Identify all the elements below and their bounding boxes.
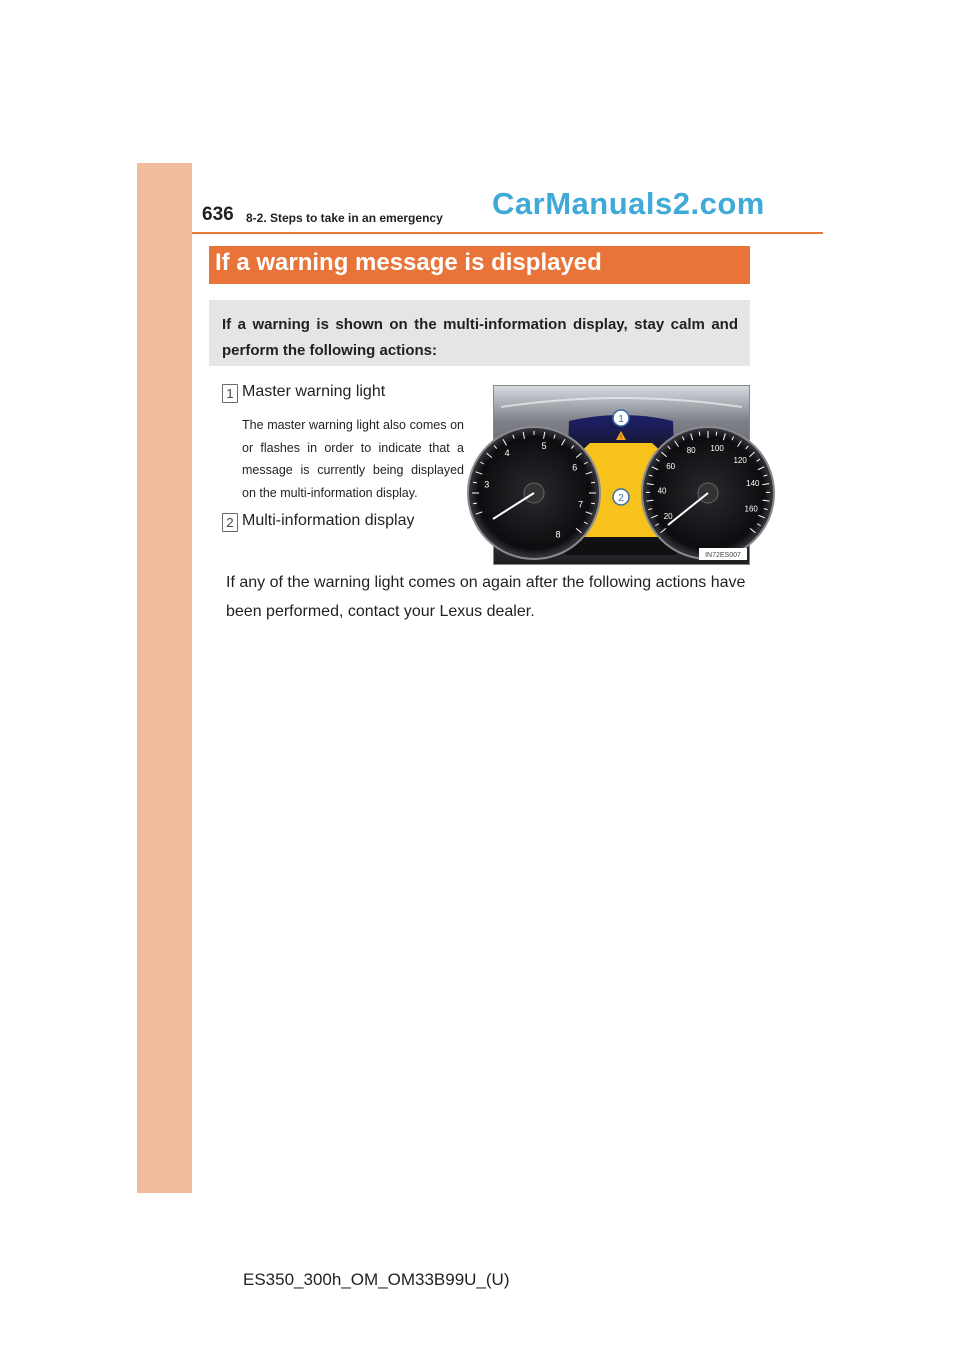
watermark: CarManuals2.com [492, 186, 765, 221]
gauge-number: 3 [484, 479, 490, 490]
svg-text:2: 2 [618, 493, 624, 504]
svg-text:1: 1 [618, 414, 624, 425]
tachometer-gauge [468, 427, 600, 559]
gauge-number: 7 [578, 499, 584, 510]
item-label-master-warning-light: Master warning light [242, 383, 386, 400]
gauge-tick [699, 432, 700, 436]
gauge-number: 4 [504, 448, 510, 459]
gauge-number: 160 [744, 504, 758, 514]
item-label-multi-information-display: Multi-information display [242, 512, 415, 529]
gauge-number: 80 [686, 446, 696, 456]
gauge-number: 120 [733, 456, 747, 466]
gauge-number: 8 [555, 529, 561, 540]
closing-paragraph: If any of the warning light comes on again after the following actions have been performed, contact your Lexus dealer. [226, 574, 746, 620]
gauge-number: 60 [666, 462, 676, 472]
section-label: 8-2. Steps to take in an emergency [246, 211, 443, 225]
gauge-tick [716, 432, 717, 436]
svg-text:!: ! [620, 435, 622, 441]
item-number-badge: 1 [222, 384, 238, 403]
header-rule [192, 232, 823, 234]
instrument-cluster-illustration [484, 385, 760, 565]
callout-1 [613, 410, 629, 426]
intro-text: If a warning is shown on the multi-information display, stay calm and perform the following actions: [222, 316, 738, 359]
gauge-number: 140 [746, 478, 760, 488]
gauge-tick [591, 503, 595, 504]
gauge-tick [591, 482, 595, 483]
svg-text:IN72ES007: IN72ES007 [705, 552, 741, 559]
gauge-tick [473, 503, 477, 504]
gauge-number: 20 [663, 512, 673, 521]
page-number: 636 [202, 204, 234, 225]
callout-2 [613, 489, 629, 505]
section-title-bar [209, 246, 750, 284]
item-description: The master warning light also comes on or flashes in order to indicate that a message is currently being displayed on the multi-information display. [242, 418, 464, 500]
gauge-number: 100 [710, 443, 724, 453]
gauge-tick [473, 482, 477, 483]
footer-doc-id: ES350_300h_OM_OM33B99U_(U) [243, 1270, 510, 1289]
gauge-number: 5 [541, 441, 547, 452]
side-tab [137, 163, 192, 1193]
intro-box [209, 300, 750, 366]
speedometer-gauge [642, 427, 774, 559]
item-number-badge: 2 [222, 513, 238, 532]
gauge-number: 6 [572, 462, 578, 473]
section-title: If a warning message is displayed [215, 249, 602, 276]
gauge-number: 40 [657, 486, 667, 496]
